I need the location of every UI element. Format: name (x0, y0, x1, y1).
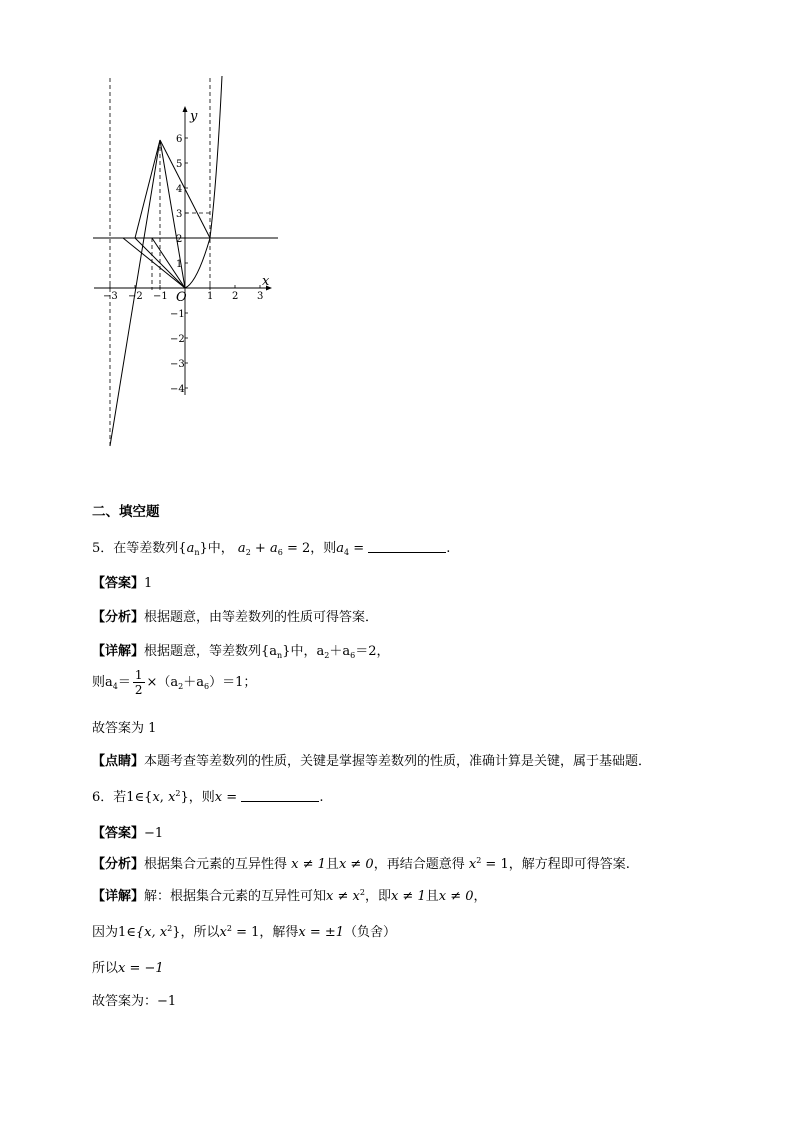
q5-detail: 【详解】根据题意，等差数列$\{a_n\}$中，$a_2+a_6=2$， (92, 644, 390, 660)
q6-conclusion: 故答案为：−1 (92, 994, 177, 1009)
q5-answer: 【答案】1 (92, 576, 153, 591)
dashed-guides (110, 78, 210, 446)
x-tick-label: 1 (207, 291, 214, 302)
x-tick-label: −1 (153, 291, 168, 302)
q6-because: 因为1∈{x, $x^2$}，所以$x^2 = 1$，解得x = ±1（负舍） (92, 924, 397, 940)
axes (94, 108, 270, 395)
q5-conclusion: 故答案为 1 (92, 721, 157, 736)
graph-curves (93, 76, 278, 446)
y-axis-arrow (183, 106, 188, 112)
q6-detail: 【详解】解：根据集合元素的互异性可知$x \ne x^2$，即x ≠ 1且x ≠ 0， (92, 888, 487, 904)
section-title: 二、填空题 (92, 504, 160, 520)
line-peak-to-neg2 (135, 140, 160, 238)
axis-arrows (183, 106, 273, 291)
question-6: 6．若1∈{x, $x^2$}，则x = . (92, 789, 324, 805)
y-tick-label: 5 (176, 159, 183, 170)
x-tick-label: −3 (103, 291, 118, 302)
q6-answer: 【答案】−1 (92, 826, 164, 841)
q5-comment: 【点睛】本题考查等差数列的性质，关键是掌握等差数列的性质，准确计算是关键，属于基础题． (92, 754, 652, 769)
function-graph-figure (0, 0, 300, 470)
x-tick-label: −2 (128, 291, 143, 302)
answer-blank[interactable] (241, 790, 319, 802)
question-5: 5．在等差数列$\{a_n\}$中， $a_2 + a_6 = 2$，则$a_4$ = . (92, 541, 451, 557)
x-axis-label: x (262, 274, 270, 289)
fraction-one-half: $\frac{1}{2}$ (134, 668, 143, 697)
origin-label: O (176, 290, 187, 305)
q6-so: 所以x = −1 (92, 961, 164, 976)
y-tick-label: 3 (176, 209, 183, 220)
y-tick-label: 2 (176, 234, 183, 245)
parabola-right (185, 76, 222, 288)
y-tick-label: 4 (176, 184, 183, 195)
y-tick-label: −4 (170, 384, 185, 395)
x-tick-label: 2 (232, 291, 239, 302)
q6-analysis: 【分析】根据集合元素的互异性得 x ≠ 1且x ≠ 0，再结合题意得 $x^2 = 1$，解方程即可得答案. (92, 856, 630, 872)
answer-blank[interactable] (368, 541, 446, 553)
q5-calculation: 则$a_4=$ $\frac{1}{2}$ $\times(a_2+a_6)=1$； (92, 668, 257, 697)
y-tick-label: −3 (170, 359, 185, 370)
y-tick-label: −2 (170, 334, 185, 345)
q5-analysis: 【分析】根据题意，由等差数列的性质可得答案． (92, 610, 379, 625)
y-tick-label: 1 (176, 259, 183, 270)
x-tick-label: 3 (257, 291, 264, 302)
y-tick-label: 6 (176, 134, 183, 145)
y-axis-label: y (190, 109, 198, 124)
y-tick-label: −1 (170, 309, 185, 320)
